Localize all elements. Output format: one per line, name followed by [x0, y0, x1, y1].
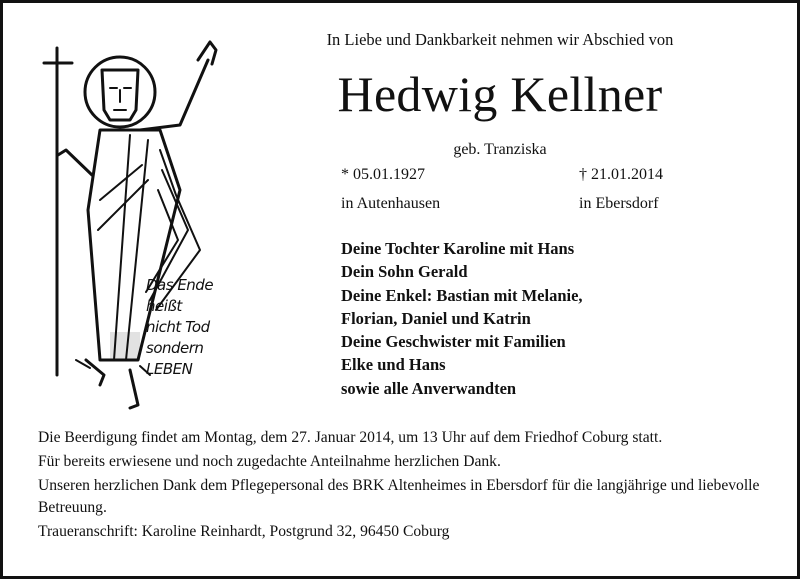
thanks-line: Für bereits erwiesene und noch zugedachte Anteilnahme herzlichen Dank. — [38, 453, 501, 470]
mourner-line: Elke und Hans — [341, 355, 446, 375]
funeral-info: Die Beerdigung findet am Montag, dem 27. Januar 2014, um 13 Uhr auf dem Friedhof Coburg statt. — [38, 429, 663, 446]
care-thanks-line: Unseren herzlichen Dank dem Pflegepersonal des BRK Altenheimes in Ebersdorf für die langjährige und liebevolle Betreuung. — [38, 477, 760, 516]
deceased-name: Hedwig Kellner — [337, 66, 663, 122]
illustration-caption — [146, 275, 218, 380]
death-place: in Ebersdorf — [579, 195, 659, 212]
illustration-caption-line: nicht Tod — [146, 318, 210, 336]
maiden-name: geb. Tranziska — [453, 141, 547, 158]
footer-text — [38, 427, 768, 545]
mourner-line: sowie alle Anverwandten — [341, 378, 517, 398]
mourning-address: Traueranschrift: Karoline Reinhardt, Postgrund 32, 96450 Coburg — [38, 523, 450, 540]
mourner-line: Deine Enkel: Bastian mit Melanie, — [341, 285, 583, 305]
mourner-line: Deine Tochter Karoline mit Hans — [341, 239, 575, 258]
mourner-line: Florian, Daniel und Katrin — [341, 308, 531, 328]
death-date: † 21.01.2014 — [579, 166, 663, 183]
birth-date: * 05.01.1927 — [341, 166, 425, 183]
mourner-line: Deine Geschwister mit Familien — [341, 332, 566, 352]
illustration-caption-line: LEBEN — [146, 360, 193, 378]
mourner-line: Dein Sohn Gerald — [341, 262, 468, 282]
birth-place: in Autenhausen — [341, 195, 441, 212]
mourners-list — [341, 237, 583, 400]
intro-text: In Liebe und Dankbarkeit nehmen wir Abschied von — [326, 30, 674, 49]
illustration-caption-line: heißt — [146, 297, 182, 315]
illustration-caption-line: Das Ende — [146, 276, 214, 294]
illustration-caption-line: sondern — [146, 339, 204, 357]
